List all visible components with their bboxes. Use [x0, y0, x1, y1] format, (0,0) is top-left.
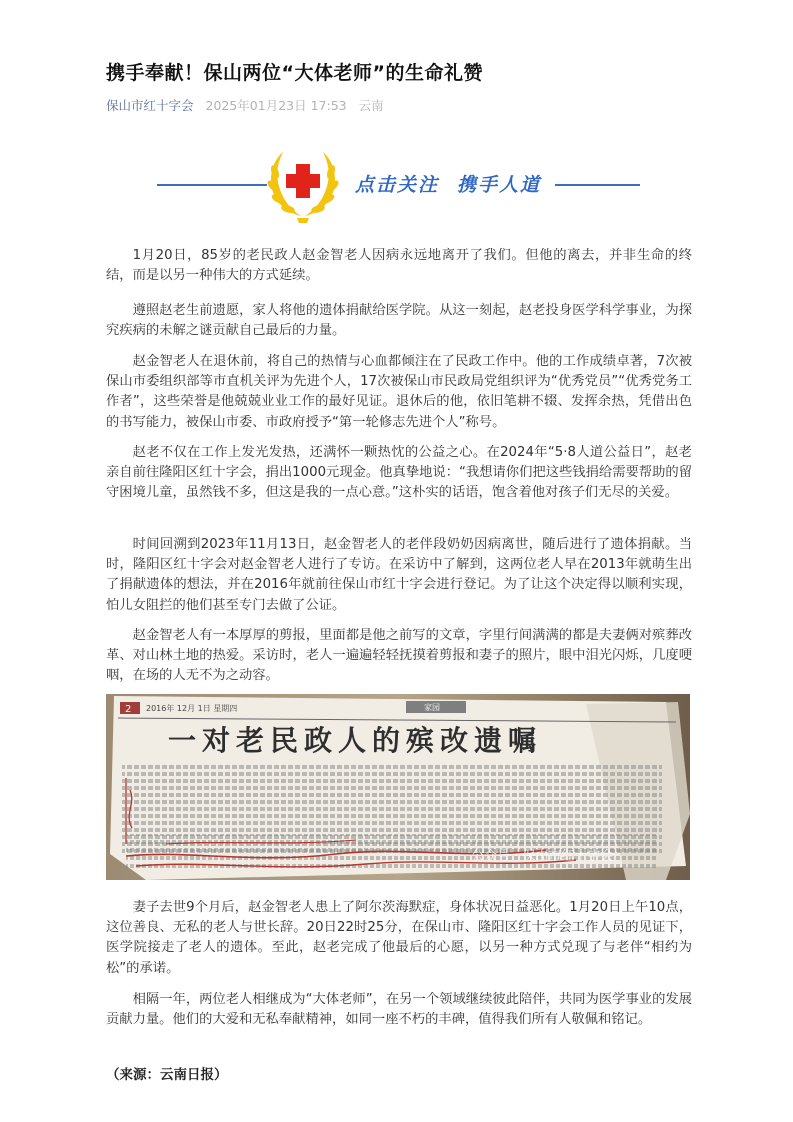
clipping-headline: 一对老民政人的殡改遗嘱	[168, 724, 543, 757]
body-paragraph-3: 赵金智老人在退休前，将自己的热情与心血都倾注在了民政工作中。他的工作成绩卓著，7次被保山市委组织部等市直机关评为先进个人，17次被保山市民政局党组织评为“优秀党员”“优秀党务工作者”，这些荣誉是他兢兢业业工作的最好见证。退休后的他，依旧笔耕不辍、发挥余热，凭借出色的书写能力，被保山市委、市政府授予“第一轮修志先进个人”称号。	[106, 354, 692, 430]
newspaper-clipping-image	[106, 694, 690, 880]
body-paragraph-8: 相隔一年，两位老人相继成为“大体老师”，在另一个领域继续彼此陪伴，共同为医学事业的发展贡献力量。他们的大爱和无私奉献精神，如同一座不朽的丰碑，值得我们所有人敬佩和铭记。	[106, 992, 692, 1028]
article-source: （来源：云南日报）	[106, 1067, 228, 1083]
follow-banner[interactable]	[155, 140, 640, 225]
banner-divider-left	[157, 184, 267, 186]
body-paragraph-5: 时间回溯到2023年11月13日，赵金智老人的老伴段奶奶因病离世，随后进行了遗体捐献。当时，隆阳区红十字会对赵金智老人进行了专访。在采访中了解到，这两位老人早在2013年就萌生出了捐献遗体的想法，并在2016年就前往保山市红十字会进行登记。为了让这个决定得以顺利实现，怕儿女阻拦的他们甚至专门去做了公证。	[106, 537, 692, 613]
clipping-watermark: 公众号 · 保山市红十字会	[471, 849, 614, 864]
follow-slogan	[355, 170, 541, 197]
publish-location: 云南	[358, 98, 384, 113]
account-name-link[interactable]: 保山市红十字会	[106, 98, 194, 113]
body-paragraph-2: 遵照赵老生前遗愿，家人将他的遗体捐献给医学院。从这一刻起，赵老投身医学科学事业，为探究疾病的未解之谜贡献自己最后的力量。	[106, 303, 692, 339]
article-meta	[106, 96, 384, 114]
slogan-follow: 点击关注	[355, 174, 440, 196]
clipping-section: 家园	[424, 703, 440, 712]
body-paragraph-4: 赵老不仅在工作上发光发热，还满怀一颗热忱的公益之心。在2024年“5·8人道公益日”，赵老亲自前往隆阳区红十字会，捐出1000元现金。他真挚地说：“我想请你们把这些钱捐给需要帮助的留守困境儿童，虽然钱不多，但这是我的一点心意。”这朴实的话语，饱含着他对孩子们无尽的关爱。	[106, 445, 692, 501]
body-paragraph-7: 妻子去世9个月后，赵金智老人患上了阿尔茨海默症，身体状况日益恶化。1月20日上午10点，这位善良、无私的老人与世长辞。20日22时25分，在保山市、隆阳区红十字会工作人员的见证下，医学院接走了老人的遗体。至此，赵老完成了他最后的心愿，以另一种方式兑现了与老伴“相约为松”的承诺。	[106, 900, 692, 976]
clipping-date-line: 2016年 12月 1日 星期四	[146, 704, 238, 713]
red-cross-wreath-icon	[263, 140, 343, 224]
slogan-humanity: 携手人道	[457, 174, 542, 196]
body-paragraph-1: 1月20日，85岁的老民政人赵金智老人因病永远地离开了我们。但他的离去，并非生命的终结，而是以另一种伟大的方式延续。	[106, 248, 692, 284]
article-title: 携手奉献！保山两位“大体老师”的生命礼赞	[106, 62, 483, 84]
publish-date: 2025年01月23日 17:53	[205, 98, 347, 113]
clipping-page-number: 2	[125, 704, 132, 715]
body-paragraph-6: 赵金智老人有一本厚厚的剪报，里面都是他之前写的文章，字里行间满满的都是夫妻俩对殡葬改革、对山林土地的热爱。采访时，老人一遍遍轻轻抚摸着剪报和妻子的照片，眼中泪光闪烁，几度哽咽，在场的人无不为之动容。	[106, 628, 692, 684]
banner-divider-right	[555, 184, 640, 186]
newspaper-clipping-photo	[106, 694, 690, 880]
